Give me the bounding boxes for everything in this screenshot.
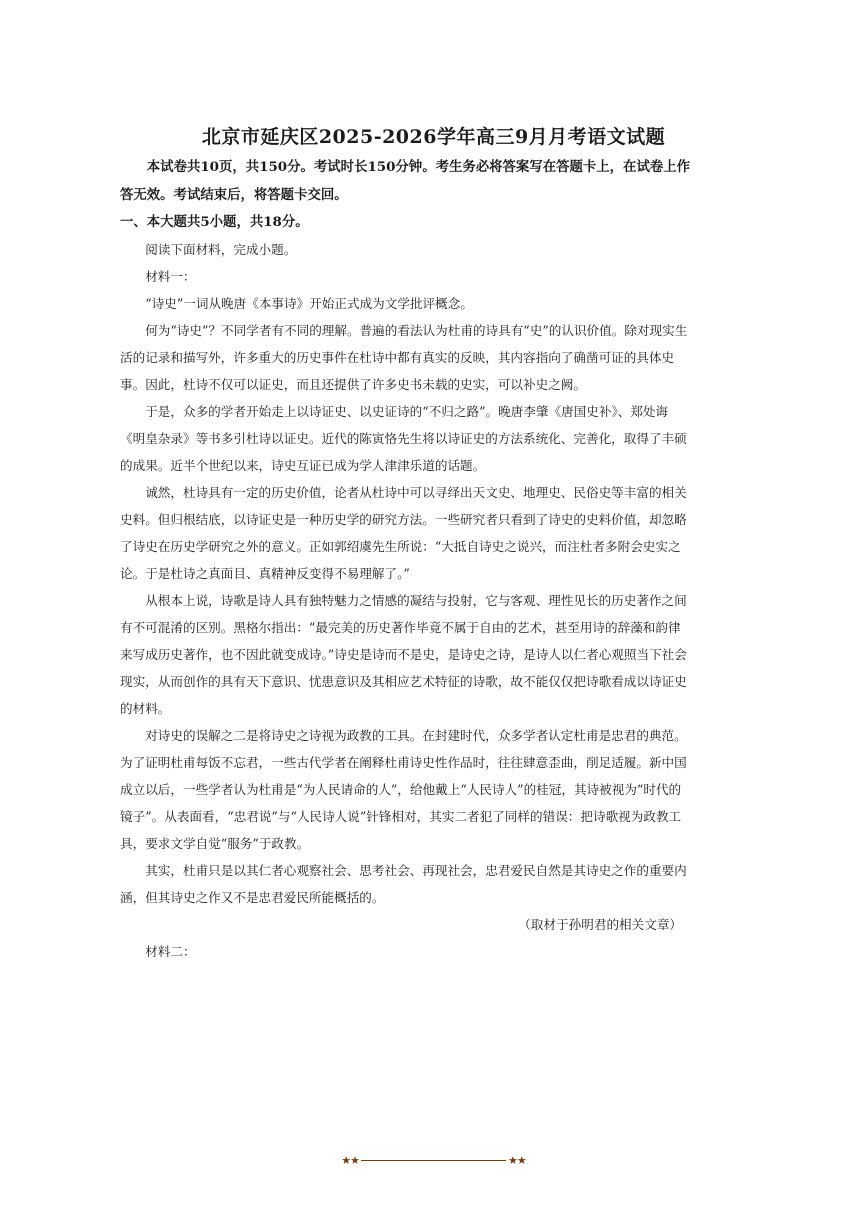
paragraph: 其实，杜甫只是以其仁者心观察社会、思考社会、再现社会，忠君爱民自然是其诗史之作的重要内涵，但其诗史之作又不是忠君爱民所能概括的。 [120, 863, 687, 905]
material-1-label: 材料一： [145, 269, 196, 284]
footer-left-stars-icon: ★★ [341, 1153, 359, 1167]
paragraph: 对诗史的误解之二是将诗史之诗视为政教的工具。在封建时代，众多学者认定杜甫是忠君的典范。为了证明杜甫每饭不忘君，一些古代学者在阐释杜甫诗史性作品时，往往肆意歪曲，削足适履。新中国成立以后，一些学者认为杜甫是“为人民请命的人”，给他戴上“人民诗人”的桂冠，其诗被视为“时代的镜子”。从表面看，“忠君说”与“人民诗人说”针锋相对，其实二者犯了同样的错误：把诗歌视为政教工具，要求文学自觉“服务”于政教。 [120, 728, 687, 851]
reading-prompt: 阅读下面材料，完成小题。 [145, 242, 297, 257]
paragraph: 从根本上说，诗歌是诗人具有独特魅力之情感的凝结与投射，它与客观、理性见长的历史著作之间有不可混淆的区别。黑格尔指出：“最完美的历史著作毕竟不属于自由的艺术，甚至用诗的辞藻和韵律来写成历史著作，也不因此就变成诗。”诗史是诗而不是史，是诗史之诗，是诗人以仁者心观照当下社会现实，从而创作的具有天下意识、忧患意识及其相应艺术特征的诗歌，故不能仅仅把诗歌看成以诗证史的材料。 [120, 593, 687, 716]
exam-instructions: 本试卷共10页，共150分。考试时长150分钟。考生务必将答案写在答题卡上，在试卷上作答无效。考试结束后，将答题卡交回。 [120, 159, 691, 203]
exam-content [120, 153, 692, 965]
paragraph: 诚然，杜诗具有一定的历史价值，论者从杜诗中可以寻绎出天文史、地理史、民俗史等丰富的相关史料。但归根结底，以诗证史是一种历史学的研究方法。一些研究者只看到了诗史的史料价值，却忽略了诗史在历史学研究之外的意义。正如郭绍虞先生所说：“大抵自诗史之说兴，而注杜者多附会史实之论。于是杜诗之真面目、真精神反变得不易理解了。” [120, 485, 687, 581]
section-heading: 一、本大题共5小题，共18分。 [120, 214, 309, 230]
paragraph: 于是，众多的学者开始走上以诗证史、以史证诗的“不归之路”。晚唐李肇《唐国史补》、郑处诲《明皇杂录》等书多引杜诗以证史。近代的陈寅恪先生将以诗证史的方法系统化、完善化，取得了丰硕的成果。近半个世纪以来，诗史互证已成为学人津津乐道的话题。 [120, 404, 687, 473]
footer-divider-line [361, 1160, 506, 1161]
footer-right-stars-icon: ★★ [508, 1153, 526, 1167]
paragraph: “诗史”一词从晚唐《本事诗》开始正式成为文学批评概念。 [145, 296, 473, 311]
source-citation: （取材于孙明君的相关文章） [518, 917, 682, 932]
page-footer-ornament [0, 1150, 867, 1170]
paragraph: 何为“诗史”？不同学者有不同的理解。普遍的看法认为杜甫的诗具有“史”的认识价值。除对现实生活的记录和描写外，许多重大的历史事件在杜诗中都有真实的反映，其内容指向了确凿可证的具体史事。因此，杜诗不仅可以证史，而且还提供了许多史书未载的史实，可以补史之阙。 [120, 323, 688, 392]
material-2-label: 材料二： [145, 944, 196, 959]
exam-title: 北京市延庆区2025-2026学年高三9月月考语文试题 [201, 126, 666, 148]
